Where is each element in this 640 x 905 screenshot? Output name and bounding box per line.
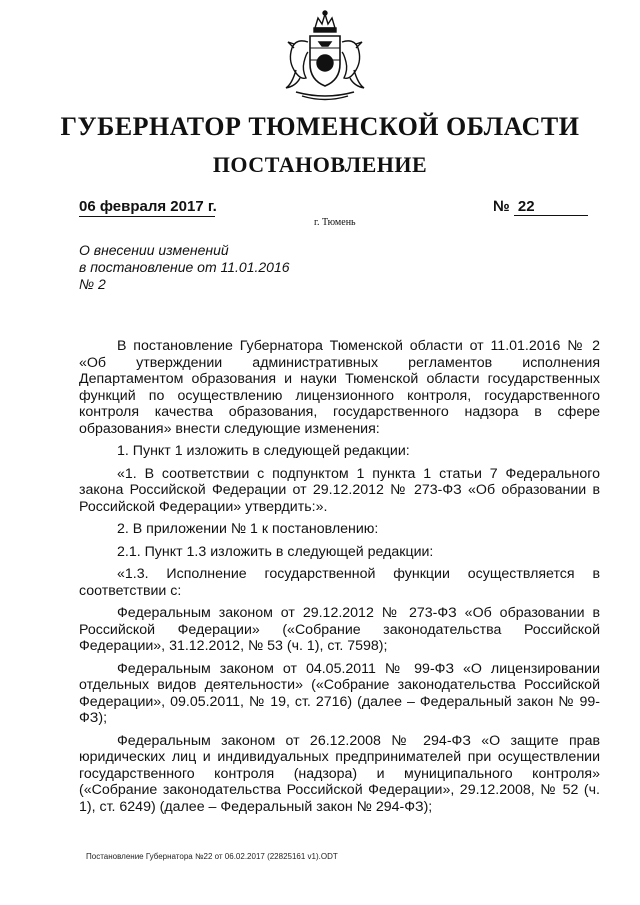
document-subject — [79, 242, 319, 293]
paragraph: «1. В соответствии с подпунктом 1 пункта 1 статьи 7 Федерального закона Российской Федерации от 29.12.2012 № 273-ФЗ «Об образовании в Российской Федерации» утвердить:». — [79, 465, 600, 515]
coat-of-arms-icon — [282, 8, 368, 104]
paragraph: Федеральным законом от 26.12.2008 № 294-ФЗ «О защите прав юридических лиц и индивидуальных предпринимателей при осуществлении государственного контроля (надзора) и муниципального контроля» («Собрание законодательства Российской Федерации», 29.12.2008, № 52 (ч. 1), ст. 6249) (далее – Федеральный закон № 294-ФЗ); — [79, 732, 600, 815]
number-value: 22 — [514, 198, 588, 216]
document-date: 06 февраля 2017 г. — [79, 198, 217, 215]
paragraph: «1.3. Исполнение государственной функции осуществляется в соответствии с: — [79, 566, 600, 599]
subject-line: О внесении изменений — [79, 242, 229, 258]
paragraph: 2. В приложении № 1 к постановлению: — [117, 521, 379, 537]
document-body — [79, 338, 600, 821]
paragraph: 1. Пункт 1 изложить в следующей редакции: — [117, 443, 410, 459]
paragraph: Федеральным законом от 04.05.2011 № 99-ФЗ «О лицензировании отдельных видов деятельности» («Собрание законодательства Российской Федерации», 09.05.2011, № 19, ст. 2716) (далее – Федеральный закон № 99-ФЗ); — [79, 660, 600, 726]
issuing-authority: ГУБЕРНАТОР ТЮМЕНСКОЙ ОБЛАСТИ — [60, 112, 580, 141]
subject-line: № 2 — [79, 276, 106, 292]
paragraph: В постановление Губернатора Тюменской области от 11.01.2016 № 2 «Об утверждении административных регламентов исполнения Департаментом образования и науки Тюменской области государственных функций по осуществлению лицензионного контроля, государственного контроля качества образования, государственного надзора в сфере образования» внести следующие изменения: — [79, 338, 600, 437]
document-type: ПОСТАНОВЛЕНИЕ — [212, 152, 428, 177]
document-number — [493, 198, 588, 216]
subject-line: в постановление от 11.01.2016 — [79, 259, 290, 275]
city: г. Тюмень — [314, 217, 356, 228]
footer-file-reference: Постановление Губернатора №22 от 06.02.2017 (22825161 v1).ODT — [86, 852, 338, 861]
paragraph: Федеральным законом от 29.12.2012 № 273-ФЗ «Об образовании в Российской Федерации» («Собрание законодательства Российской Федерации», 31.12.2012, № 53 (ч. 1), ст. 7598); — [79, 605, 600, 654]
paragraph: 2.1. Пункт 1.3 изложить в следующей редакции: — [117, 543, 434, 560]
number-label: № — [493, 198, 510, 215]
